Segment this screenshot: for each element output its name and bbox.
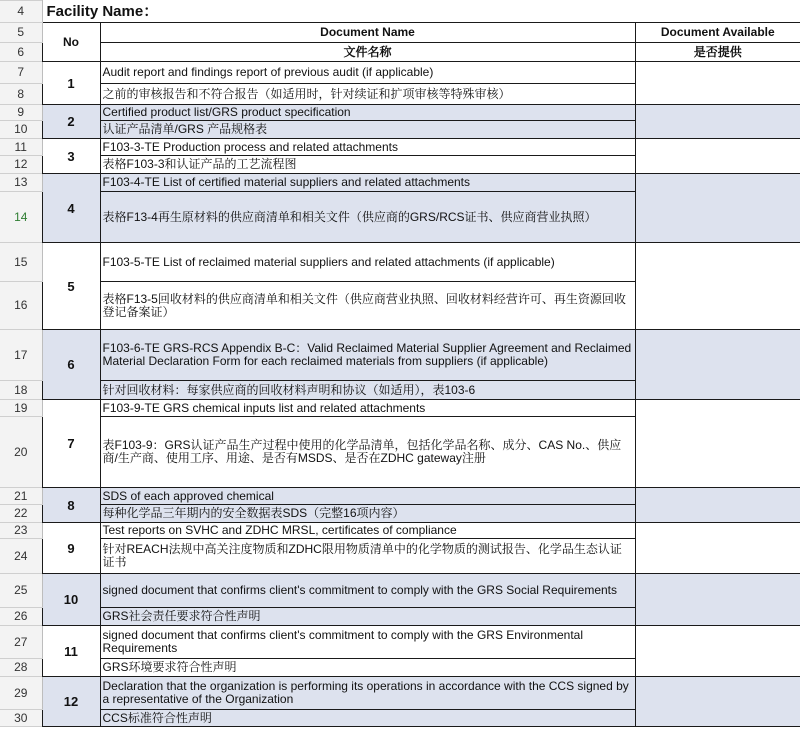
header-no: No	[42, 23, 100, 62]
document-name-en[interactable]: F103-6-TE GRS-RCS Appendix B-C：Valid Reclaimed Material Supplier Agreement and Reclaimed Material Declaration Form for each reclaimed materials from suppliers (if applicable)	[100, 330, 635, 381]
document-name-en[interactable]: F103-4-TE List of certified material suppliers and related attachments	[100, 174, 635, 192]
header-document-available-zh: 是否提供	[635, 43, 800, 62]
document-name-zh[interactable]: 针对REACH法规中高关注度物质和ZDHC限用物质清单中的化学物质的测试报告、化学品生态认证证书	[100, 539, 635, 574]
facility-name-label: Facility Name：	[46, 2, 159, 20]
row-header[interactable]: 29	[0, 677, 42, 710]
row-header[interactable]: 23	[0, 523, 42, 539]
item-number: 5	[42, 243, 100, 330]
row-header-active[interactable]: 14	[0, 192, 42, 243]
item-number: 8	[42, 488, 100, 523]
item-number: 7	[42, 400, 100, 488]
item-number: 11	[42, 626, 100, 677]
row-header[interactable]: 22	[0, 505, 42, 523]
item-number: 10	[42, 574, 100, 626]
item-number: 2	[42, 105, 100, 139]
availability-cell[interactable]	[635, 626, 800, 677]
row-header[interactable]: 25	[0, 574, 42, 608]
document-name-en[interactable]: signed document that confirms client's commitment to comply with the GRS Social Requirements	[100, 574, 635, 608]
row-header[interactable]: 10	[0, 121, 42, 139]
row-header[interactable]: 18	[0, 381, 42, 400]
header-document-name-zh: 文件名称	[100, 43, 635, 62]
item-number: 4	[42, 174, 100, 243]
header-document-available-en: Document Available	[635, 23, 800, 43]
row-header[interactable]: 15	[0, 243, 42, 282]
document-name-zh[interactable]: GRS环境要求符合性声明	[100, 659, 635, 677]
item-number: 3	[42, 139, 100, 174]
document-name-zh[interactable]: 表格F13-4再生原材料的供应商清单和相关文件（供应商的GRS/RCS证书、供应商营业执照）	[100, 192, 635, 243]
facility-name-value-cell[interactable]	[635, 1, 800, 23]
row-header[interactable]: 21	[0, 488, 42, 505]
document-name-en[interactable]: Audit report and findings report of previous audit (if applicable)	[100, 62, 635, 84]
document-name-zh[interactable]: 每种化学品三年期内的安全数据表SDS（完整16项内容）	[100, 505, 635, 523]
availability-cell[interactable]	[635, 677, 800, 727]
row-header[interactable]: 13	[0, 174, 42, 192]
document-name-en[interactable]: Certified product list/GRS product specification	[100, 105, 635, 121]
row-header[interactable]: 11	[0, 139, 42, 156]
availability-cell[interactable]	[635, 574, 800, 626]
document-name-zh[interactable]: 认证产品清单/GRS 产品规格表	[100, 121, 635, 139]
item-number: 9	[42, 523, 100, 574]
row-header[interactable]: 5	[0, 23, 42, 43]
item-number: 12	[42, 677, 100, 727]
document-name-en[interactable]: Test reports on SVHC and ZDHC MRSL, certificates of compliance	[100, 523, 635, 539]
row-header[interactable]: 19	[0, 400, 42, 417]
row-header[interactable]: 20	[0, 417, 42, 488]
document-name-en[interactable]: F103-9-TE GRS chemical inputs list and related attachments	[100, 400, 635, 417]
row-header[interactable]: 26	[0, 608, 42, 626]
availability-cell[interactable]	[635, 105, 800, 139]
row-header[interactable]: 16	[0, 282, 42, 330]
availability-cell[interactable]	[635, 330, 800, 400]
row-header[interactable]: 8	[0, 84, 42, 105]
row-header[interactable]: 24	[0, 539, 42, 574]
item-number: 6	[42, 330, 100, 400]
availability-cell[interactable]	[635, 174, 800, 243]
row-header[interactable]: 17	[0, 330, 42, 381]
document-name-en[interactable]: F103-3-TE Production process and related attachments	[100, 139, 635, 156]
row-header[interactable]: 30	[0, 710, 42, 727]
availability-cell[interactable]	[635, 488, 800, 523]
document-name-zh[interactable]: GRS社会责任要求符合性声明	[100, 608, 635, 626]
row-header[interactable]: 9	[0, 105, 42, 121]
availability-cell[interactable]	[635, 62, 800, 105]
document-name-en[interactable]: Declaration that the organization is performing its operations in accordance with the CCS signed by a representative of the Organization	[100, 677, 635, 710]
availability-cell[interactable]	[635, 243, 800, 330]
document-name-zh[interactable]: 表格F103-3和认证产品的工艺流程图	[100, 156, 635, 174]
document-name-zh[interactable]: CCS标准符合性声明	[100, 710, 635, 727]
row-header[interactable]: 6	[0, 43, 42, 62]
document-name-zh[interactable]: 表格F13-5回收材料的供应商清单和相关文件（供应商营业执照、回收材料经营许可、再生资源回收登记备案证）	[100, 282, 635, 330]
document-name-zh[interactable]: 针对回收材料：每家供应商的回收材料声明和协议（如适用），表103-6	[100, 381, 635, 400]
document-name-zh[interactable]: 表F103-9：GRS认证产品生产过程中使用的化学品清单，包括化学品名称、成分、CAS No.、供应商/生产商、使用工序、用途、是否有MSDS、是否在ZDHC gateway注册	[100, 417, 635, 488]
availability-cell[interactable]	[635, 139, 800, 174]
row-header[interactable]: 4	[0, 1, 42, 23]
document-name-en[interactable]: F103-5-TE List of reclaimed material suppliers and related attachments (if applicable)	[100, 243, 635, 282]
row-header[interactable]: 12	[0, 156, 42, 174]
row-header[interactable]: 28	[0, 659, 42, 677]
header-document-name-en: Document Name	[100, 23, 635, 43]
document-name-en[interactable]: signed document that confirms client's commitment to comply with the GRS Environmental Requirements	[100, 626, 635, 659]
availability-cell[interactable]	[635, 400, 800, 488]
row-header[interactable]: 7	[0, 62, 42, 84]
document-name-zh[interactable]: 之前的审核报告和不符合报告（如适用时，针对续证和扩项审核等特殊审核）	[100, 84, 635, 105]
row-header[interactable]: 27	[0, 626, 42, 659]
availability-cell[interactable]	[635, 523, 800, 574]
document-name-en[interactable]: SDS of each approved chemical	[100, 488, 635, 505]
item-number: 1	[42, 62, 100, 105]
